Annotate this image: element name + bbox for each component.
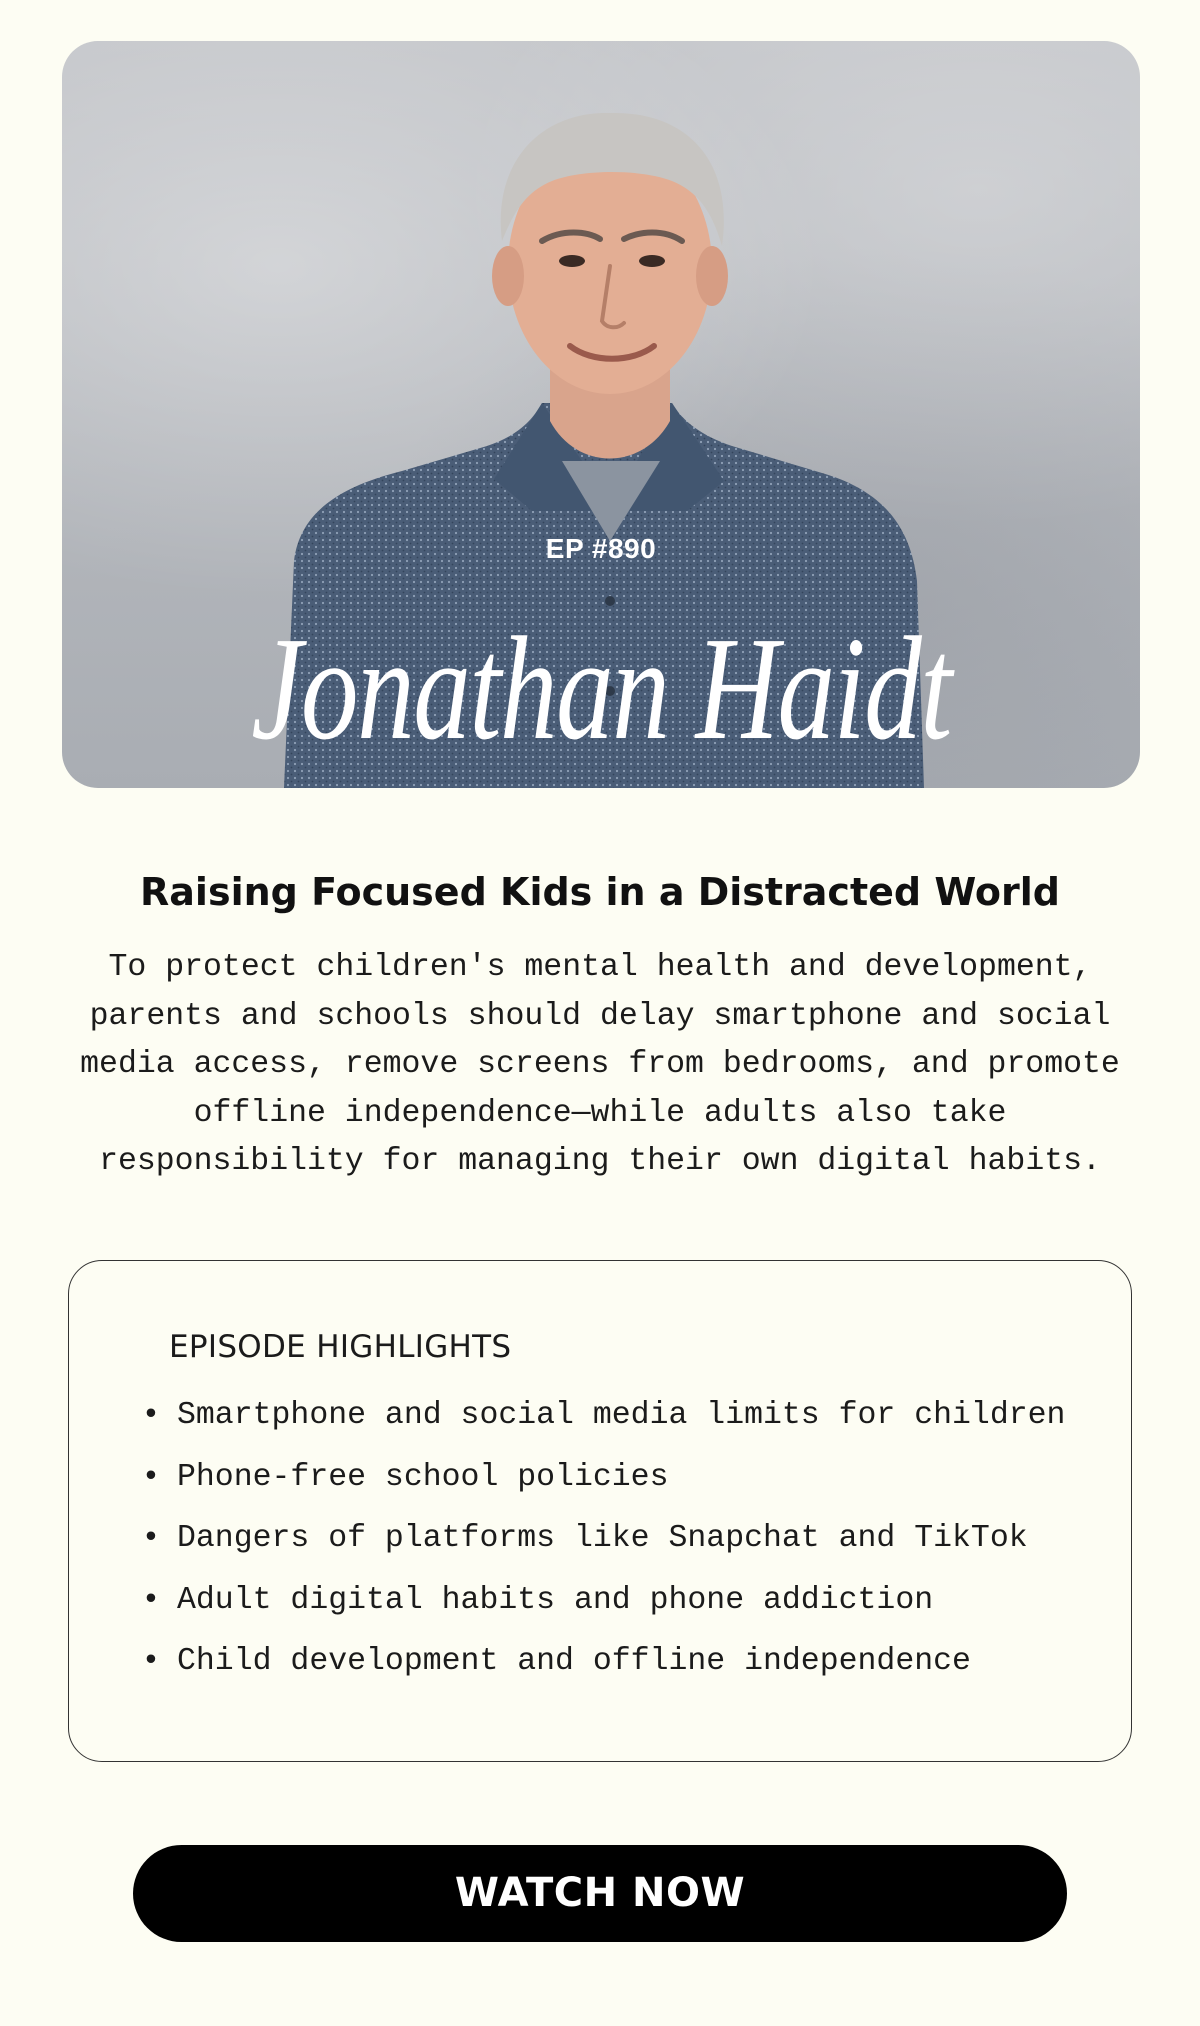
hero-image [62, 41, 1140, 788]
episode-number-label: EP #890 [545, 533, 657, 564]
highlight-text: Child development and offline independence [177, 1644, 971, 1679]
highlight-item [139, 1631, 1065, 1693]
episode-highlights-card [68, 1260, 1132, 1762]
bullet-icon: • [141, 1521, 161, 1556]
bullet-icon: • [141, 1459, 161, 1495]
episode-summary: To protect children's mental health and development, parents and schools should delay smartphone and social media access, remove screens from bedrooms, and promote offline independence—while adults also take responsibility for managing their own digital habits. [80, 950, 1120, 1179]
highlight-text: Smartphone and social media limits for children [177, 1398, 1066, 1433]
highlight-text: Adult digital habits and phone addiction [177, 1582, 934, 1618]
watch-now-button[interactable]: WATCH NOW [133, 1845, 1067, 1942]
highlight-item [139, 1447, 1065, 1509]
bullet-icon: • [141, 1644, 161, 1679]
highlight-item [139, 1508, 1065, 1570]
episode-title: Raising Focused Kids in a Distracted World [140, 870, 1060, 914]
highlights-heading: EPISODE HIGHLIGHTS [169, 1329, 512, 1365]
bullet-icon: • [141, 1582, 161, 1618]
highlight-text: Phone-free school policies [177, 1459, 669, 1495]
highlight-item [139, 1570, 1065, 1632]
highlight-text: Dangers of platforms like Snapchat and TikTok [177, 1521, 1028, 1556]
bullet-icon: • [141, 1398, 161, 1433]
highlights-list [139, 1385, 1065, 1693]
highlight-item [139, 1385, 1065, 1447]
guest-name-heading: Jonathan Haidt [251, 607, 951, 771]
